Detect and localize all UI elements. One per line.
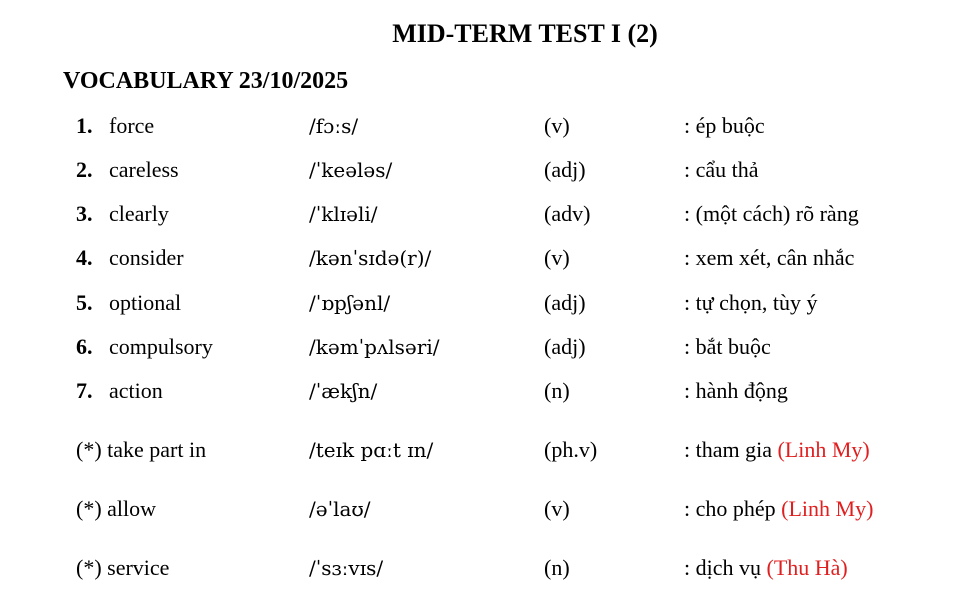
item-number: 1. — [76, 113, 93, 138]
page-title: MID-TERM TEST I (2) — [392, 19, 658, 48]
vocab-word: consider — [109, 245, 184, 270]
meaning — [684, 376, 788, 406]
meaning — [684, 494, 873, 524]
meaning — [684, 243, 854, 273]
pronunciation: /əˈlaʊ/ — [309, 497, 371, 521]
part-of-speech: (n) — [544, 378, 570, 403]
contributor-name: (Linh My) — [777, 437, 870, 462]
vocab-word: (*) allow — [76, 496, 157, 521]
pronunciation: /fɔːs/ — [309, 114, 359, 138]
vocab-row — [0, 111, 964, 141]
vocab-word: action — [109, 378, 163, 403]
vocab-word: clearly — [109, 201, 169, 226]
vocab-word: (*) take part in — [76, 437, 207, 462]
pronunciation: /ˈækʃn/ — [309, 379, 378, 403]
meaning-text: : tham gia — [684, 437, 772, 462]
item-number: 2. — [76, 157, 93, 182]
meaning-text: : bắt buộc — [684, 334, 771, 359]
pronunciation: /ˈɒpʃənl/ — [309, 291, 391, 315]
item-number: 5. — [76, 290, 93, 315]
vocab-row — [0, 553, 964, 583]
pronunciation: /ˈsɜːvɪs/ — [309, 556, 384, 580]
vocab-row — [0, 199, 964, 229]
pronunciation: /ˈkeələs/ — [309, 158, 393, 182]
pronunciation: /kənˈsɪdə(r)/ — [309, 246, 432, 270]
section-title: VOCABULARY 23/10/2025 — [63, 68, 349, 94]
pronunciation: /teɪk pɑːt ɪn/ — [309, 438, 434, 462]
meaning — [684, 111, 765, 141]
part-of-speech: (adv) — [544, 201, 591, 226]
meaning — [684, 155, 759, 185]
vocab-row — [0, 155, 964, 185]
vocab-row — [0, 435, 964, 465]
item-number: 7. — [76, 378, 93, 403]
part-of-speech: (n) — [544, 555, 570, 580]
vocab-word: force — [109, 113, 155, 138]
meaning-text: : (một cách) rõ ràng — [684, 201, 859, 226]
part-of-speech: (v) — [544, 245, 570, 270]
meaning-text: : hành động — [684, 378, 788, 403]
vocab-word: (*) service — [76, 555, 170, 580]
part-of-speech: (v) — [544, 496, 570, 521]
contributor-name: (Linh My) — [781, 496, 874, 521]
vocab-word: careless — [109, 157, 179, 182]
vocab-row — [0, 243, 964, 273]
item-number: 6. — [76, 334, 93, 359]
part-of-speech: (adj) — [544, 157, 586, 182]
meaning — [684, 288, 818, 318]
pronunciation: /ˈklɪəli/ — [309, 202, 378, 226]
meaning — [684, 199, 859, 229]
item-number: 3. — [76, 201, 93, 226]
vocab-row — [0, 332, 964, 362]
vocab-row — [0, 494, 964, 524]
part-of-speech: (v) — [544, 113, 570, 138]
vocab-row — [0, 376, 964, 406]
pronunciation: /kəmˈpʌlsəri/ — [309, 335, 440, 359]
meaning — [684, 332, 771, 362]
meaning — [684, 435, 870, 465]
meaning-text: : xem xét, cân nhắc — [684, 245, 855, 270]
contributor-name: (Thu Hà) — [766, 555, 848, 580]
part-of-speech: (adj) — [544, 334, 586, 359]
part-of-speech: (ph.v) — [544, 437, 598, 462]
meaning-text: : tự chọn, tùy ý — [684, 290, 818, 315]
meaning-text: : cẩu thả — [684, 157, 759, 182]
part-of-speech: (adj) — [544, 290, 586, 315]
meaning-text: : cho phép — [684, 496, 776, 521]
vocab-word: optional — [109, 290, 182, 315]
meaning-text: : dịch vụ — [684, 555, 761, 580]
meaning-text: : ép buộc — [684, 113, 765, 138]
vocab-row — [0, 288, 964, 318]
item-number: 4. — [76, 245, 93, 270]
meaning — [684, 553, 848, 583]
vocab-word: compulsory — [109, 334, 213, 359]
